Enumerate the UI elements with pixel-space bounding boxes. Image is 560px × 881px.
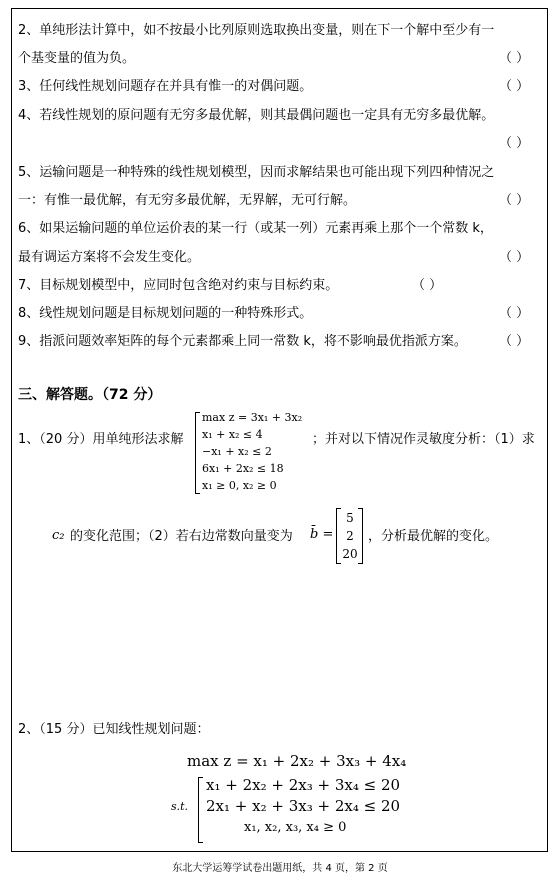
- q2-prefix: 2、（15 分）已知线性规划问题：: [18, 722, 210, 737]
- tf-item-7-answer-paren: （ ）: [412, 278, 443, 293]
- q1-model-brace: [195, 412, 200, 494]
- tf-item-4-line1: 4、若线性规划的原问题有无穷多最优解，则其最偶问题也一定具有无穷多最优解。: [18, 108, 495, 123]
- q1-model: [202, 409, 302, 494]
- tf-item-9-answer-paren: （ ）: [499, 334, 530, 349]
- tf-item-6-line2: 最有调运方案将不会发生变化。: [18, 250, 201, 265]
- q1-vector-values: [342, 509, 358, 563]
- page-footer: 东北大学运筹学试卷出题用纸，共 4 页，第 2 页: [172, 863, 388, 874]
- q2-constraint-2: 2x₁ + x₂ + 3x₃ + 2x₄ ≤ 20: [206, 797, 401, 815]
- tf-item-3-line1: 3、任何线性规划问题存在并具有惟一的对偶问题。: [18, 79, 313, 94]
- tf-item-8-answer-paren: （ ）: [499, 306, 530, 321]
- tf-item-2-answer-paren: （ ）: [499, 51, 530, 66]
- q2-constraints-brace: [198, 777, 203, 843]
- q1-line2-text: 的变化范围；（2）若右边常数向量变为: [70, 529, 293, 544]
- q1-constraint-2: −x₁ + x₂ ≤ 2: [202, 445, 272, 458]
- tf-item-4-answer-paren: （ ）: [499, 136, 530, 151]
- q1-prefix: 1、（20 分）用单纯形法求解: [18, 432, 184, 447]
- q2-st-label: s.t.: [171, 800, 189, 813]
- tf-item-9-line1: 9、指派问题效率矩阵的每个元素都乘上同一常数 k，将不影响最优指派方案。: [18, 334, 467, 349]
- exam-page-frame: [11, 8, 548, 852]
- q1-vector-left-bracket: [336, 508, 341, 564]
- tf-item-5-line2: 一：有惟一最优解，有无穷多最优解，无界解，无可行解。: [18, 193, 357, 208]
- q2-constraint-1: x₁ + 2x₂ + 2x₃ + 3x₄ ≤ 20: [206, 776, 401, 794]
- tf-item-5-answer-paren: （ ）: [499, 193, 530, 208]
- q2-objective: max z = x₁ + 2x₂ + 3x₃ + 4x₄: [187, 752, 407, 770]
- q1-constraint-1: x₁ + x₂ ≤ 4: [202, 428, 263, 441]
- tf-item-8-line1: 8、线性规划问题是目标规划问题的一种特殊形式。: [18, 306, 313, 321]
- q1-nonnegativity: x₁ ≥ 0, x₂ ≥ 0: [202, 479, 277, 492]
- q1-objective: max z = 3x₁ + 3x₂: [202, 411, 303, 424]
- q1-vector-value-2: 2: [346, 529, 354, 543]
- q1-vector-value-1: 5: [346, 511, 354, 525]
- q1-vector-value-3: 20: [342, 547, 358, 561]
- q1-line2-suffix: ，分析最优解的变化。: [368, 529, 499, 544]
- q1-c2-variable: c₂: [52, 528, 65, 543]
- tf-item-5-line1: 5、运输问题是一种特殊的线性规划模型，因而求解结果也可能出现下列四种情况之: [18, 165, 495, 180]
- section-heading: 三、解答题。（72 分）: [18, 387, 162, 403]
- q2-nonnegativity: x₁, x₂, x₃, x₄ ≥ 0: [244, 820, 347, 835]
- tf-item-3-answer-paren: （ ）: [499, 79, 530, 94]
- tf-item-6-answer-paren: （ ）: [499, 250, 530, 265]
- tf-item-2-line2: 个基变量的值为负。: [18, 51, 136, 66]
- q1-suffix: ；并对以下情况作灵敏度分析：（1）求: [312, 432, 535, 447]
- q1-vector-label: b̄ =: [310, 527, 334, 542]
- q1-constraint-3: 6x₁ + 2x₂ ≤ 18: [202, 462, 284, 475]
- q1-vector-right-bracket: [358, 508, 363, 564]
- tf-item-2-line1: 2、单纯形法计算中，如不按最小比列原则选取换出变量，则在下一个解中至少有一: [18, 23, 495, 38]
- tf-item-6-line1: 6、如果运输问题的单位运价表的某一行（或某一列）元素再乘上那个一个常数 k，: [18, 221, 493, 236]
- q2-constraints: [206, 775, 400, 838]
- tf-item-7-line1: 7、目标规划模型中，应同时包含绝对约束与目标约束。: [18, 278, 339, 293]
